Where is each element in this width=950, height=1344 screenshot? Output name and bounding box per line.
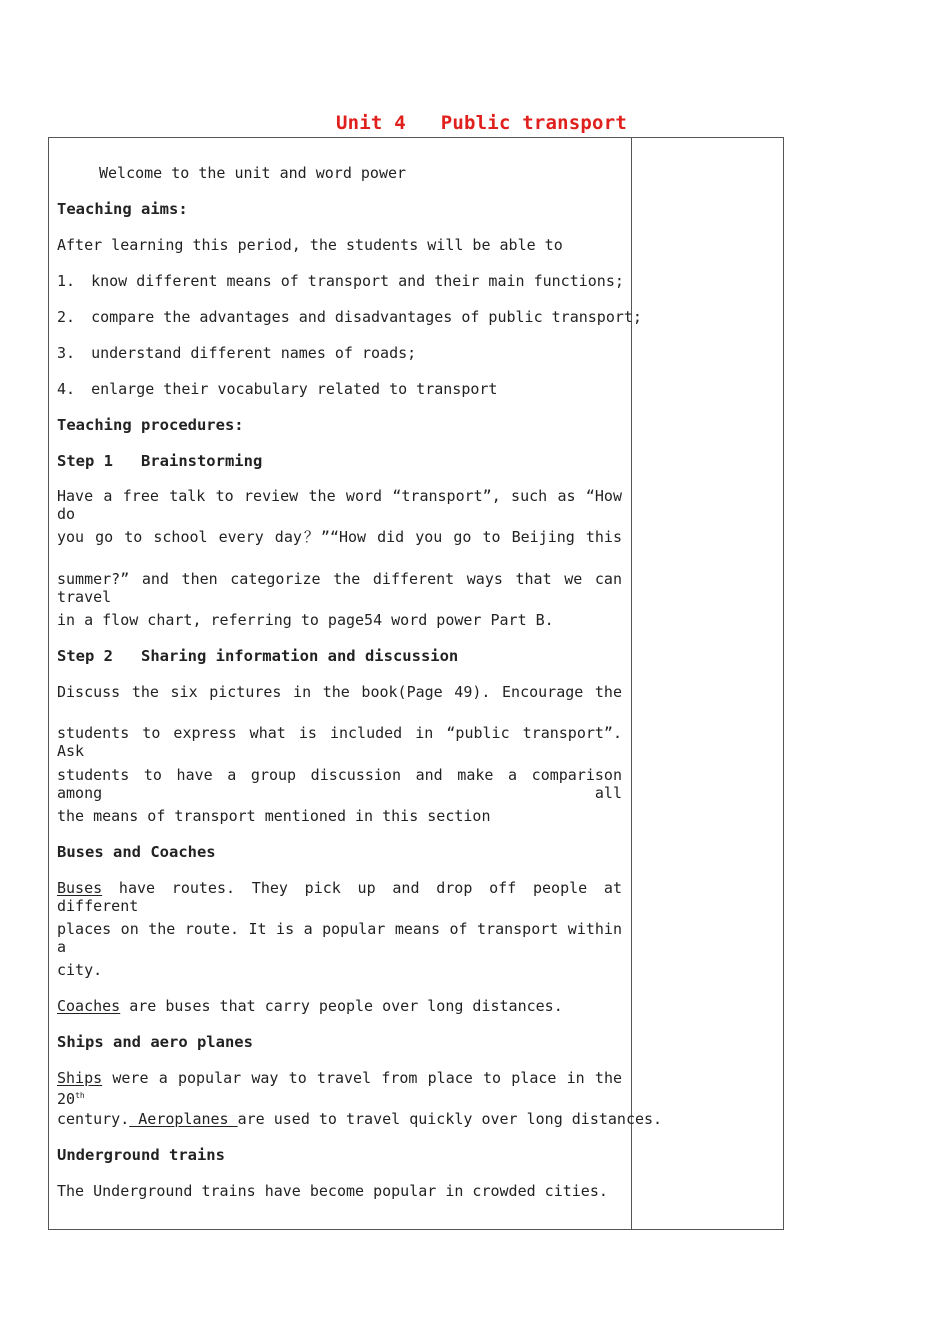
ships-text (57, 1069, 622, 1108)
buses-line (57, 879, 622, 915)
underground-heading: Underground trains (57, 1146, 225, 1164)
step1-line: in a flow chart, referring to page54 word power Part B. (57, 611, 554, 629)
ships-heading: Ships and aero planes (57, 1033, 253, 1051)
ships-term: Ships (57, 1069, 103, 1087)
step2-line: students to have a group discussion and make a comparison among all (57, 766, 622, 802)
aeroplanes-term: Aeroplanes (129, 1110, 238, 1128)
aim-number: 2. (57, 308, 76, 326)
step1-line: summer?” and then categorize the different ways that we can travel (57, 570, 622, 606)
lesson-subtitle: Welcome to the unit and word power (99, 164, 407, 182)
page-title: Unit 4 Public transport (336, 112, 627, 134)
column-divider (631, 137, 632, 1230)
buses-term: Buses (57, 879, 103, 897)
aim-number: 1. (57, 272, 76, 290)
aim-number: 4. (57, 380, 76, 398)
procedures-heading: Teaching procedures: (57, 416, 244, 434)
aims-intro: After learning this period, the students will be able to (57, 236, 563, 254)
step1-heading: Step 1 Brainstorming (57, 452, 263, 470)
aeroplanes-text: are used to travel quickly over long distances. (237, 1110, 663, 1128)
aim-item (57, 272, 624, 290)
ships-line (57, 1069, 622, 1108)
aim-number: 3. (57, 344, 76, 362)
coaches-text: are buses that carry people over long distances. (120, 997, 563, 1015)
step2-line: the means of transport mentioned in this section (57, 807, 491, 825)
aim-item (57, 380, 497, 398)
aim-text: enlarge their vocabulary related to transport (91, 380, 498, 398)
aims-heading: Teaching aims: (57, 200, 188, 218)
coaches-term: Coaches (57, 997, 121, 1015)
underground-text: The Underground trains have become popular in crowded cities. (57, 1182, 608, 1200)
step2-line: Discuss the six pictures in the book(Page 49). Encourage the (57, 683, 622, 701)
step1-line: you go to school every day？”“How did you go to Beijing this (57, 528, 622, 546)
step1-line: Have a free talk to review the word “transport”, such as “How do (57, 487, 622, 523)
coaches-line (57, 997, 563, 1015)
ships-text-main: were a popular way to travel from place to place in the 20 (57, 1069, 623, 1108)
ordinal-suffix: th (75, 1091, 85, 1100)
century-text: century. (57, 1110, 130, 1128)
aeroplanes-line (57, 1110, 662, 1128)
buses-heading: Buses and Coaches (57, 843, 216, 861)
step2-line: students to express what is included in “public transport”. Ask (57, 724, 622, 760)
aim-text: understand different names of roads; (91, 344, 417, 362)
aim-item (57, 344, 416, 362)
buses-line: places on the route. It is a popular means of transport within a (57, 920, 622, 956)
buses-line: city. (57, 961, 103, 979)
aim-text: compare the advantages and disadvantages of public transport; (91, 308, 642, 326)
step2-heading: Step 2 Sharing information and discussion (57, 647, 459, 665)
aim-text: know different means of transport and their main functions; (91, 272, 624, 290)
buses-text: have routes. They pick up and drop off people at different (57, 879, 622, 915)
aim-item (57, 308, 642, 326)
